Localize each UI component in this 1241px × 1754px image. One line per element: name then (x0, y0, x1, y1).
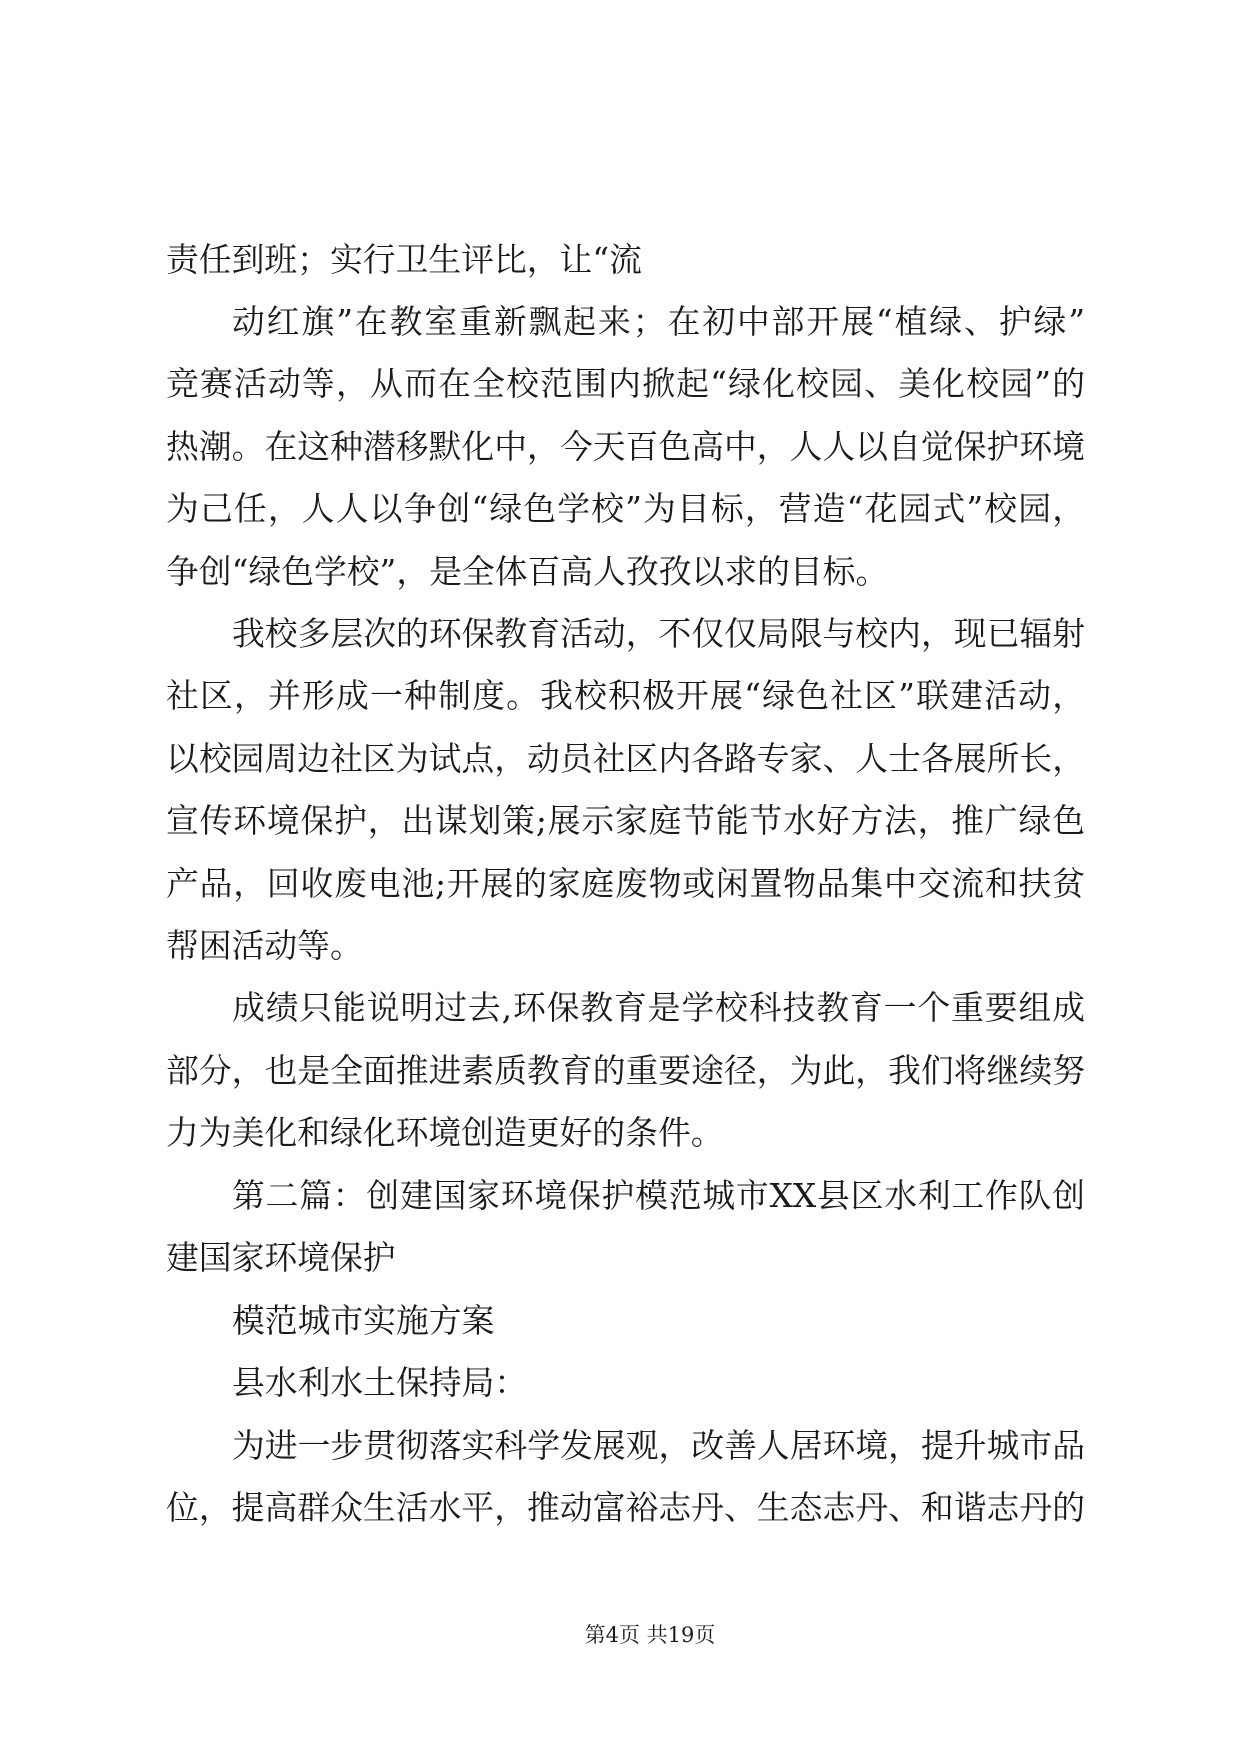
text-line: 以校园周边社区为试点，动员社区内各路专家、人士各展所长， (166, 740, 1085, 778)
text-line: 位，提高群众生活水平，推动富裕志丹、生态志丹、和谐志丹的 (166, 1489, 1085, 1527)
text-line: 动红旗”在教室重新飘起来；在初中部开展“植绿、护绿” (232, 303, 1085, 341)
text-line: 社区，并形成一种制度。我校积极开展“绿色社区”联建活动， (166, 677, 1085, 715)
text-line: 成绩只能说明过去,环保教育是学校科技教育一个重要组成 (232, 989, 1085, 1027)
text-line: 第二篇：创建国家环境保护模范城市XX县区水利工作队创 (232, 1177, 1085, 1215)
text-line: 我校多层次的环保教育活动，不仅仅局限与校内，现已辐射 (232, 615, 1085, 653)
text-line: 责任到班；实行卫生评比，让“流 (166, 241, 642, 279)
text-line: 模范城市实施方案 (232, 1302, 495, 1340)
text-line: 热潮。在这种潜移默化中，今天百色高中，人人以自觉保护环境 (166, 428, 1085, 466)
text-line: 竞赛活动等，从而在全校范围内掀起“绿化校园、美化校园”的 (166, 365, 1085, 403)
text-line: 为己任，人人以争创“绿色学校”为目标，营造“花园式”校园， (166, 490, 1085, 528)
text-line: 争创“绿色学校”，是全体百高人孜孜以求的目标。 (166, 553, 889, 591)
text-line: 为进一步贯彻落实科学发展观，改善人居环境，提升城市品 (232, 1427, 1085, 1465)
page-footer: 第4页 共19页 (584, 1623, 716, 1647)
text-line: 力为美化和绿化环境创造更好的条件。 (166, 1114, 724, 1152)
text-line: 建国家环境保护 (166, 1239, 396, 1277)
text-line: 产品，回收废电池;开展的家庭废物或闲置物品集中交流和扶贫 (166, 865, 1085, 903)
text-line: 帮困活动等。 (166, 927, 363, 965)
text-line: 宣传环境保护，出谋划策;展示家庭节能节水好方法，推广绿色 (166, 802, 1085, 840)
text-line: 县水利水土保持局： (232, 1364, 528, 1402)
text-line: 部分，也是全面推进素质教育的重要途径，为此，我们将继续努 (166, 1052, 1085, 1090)
